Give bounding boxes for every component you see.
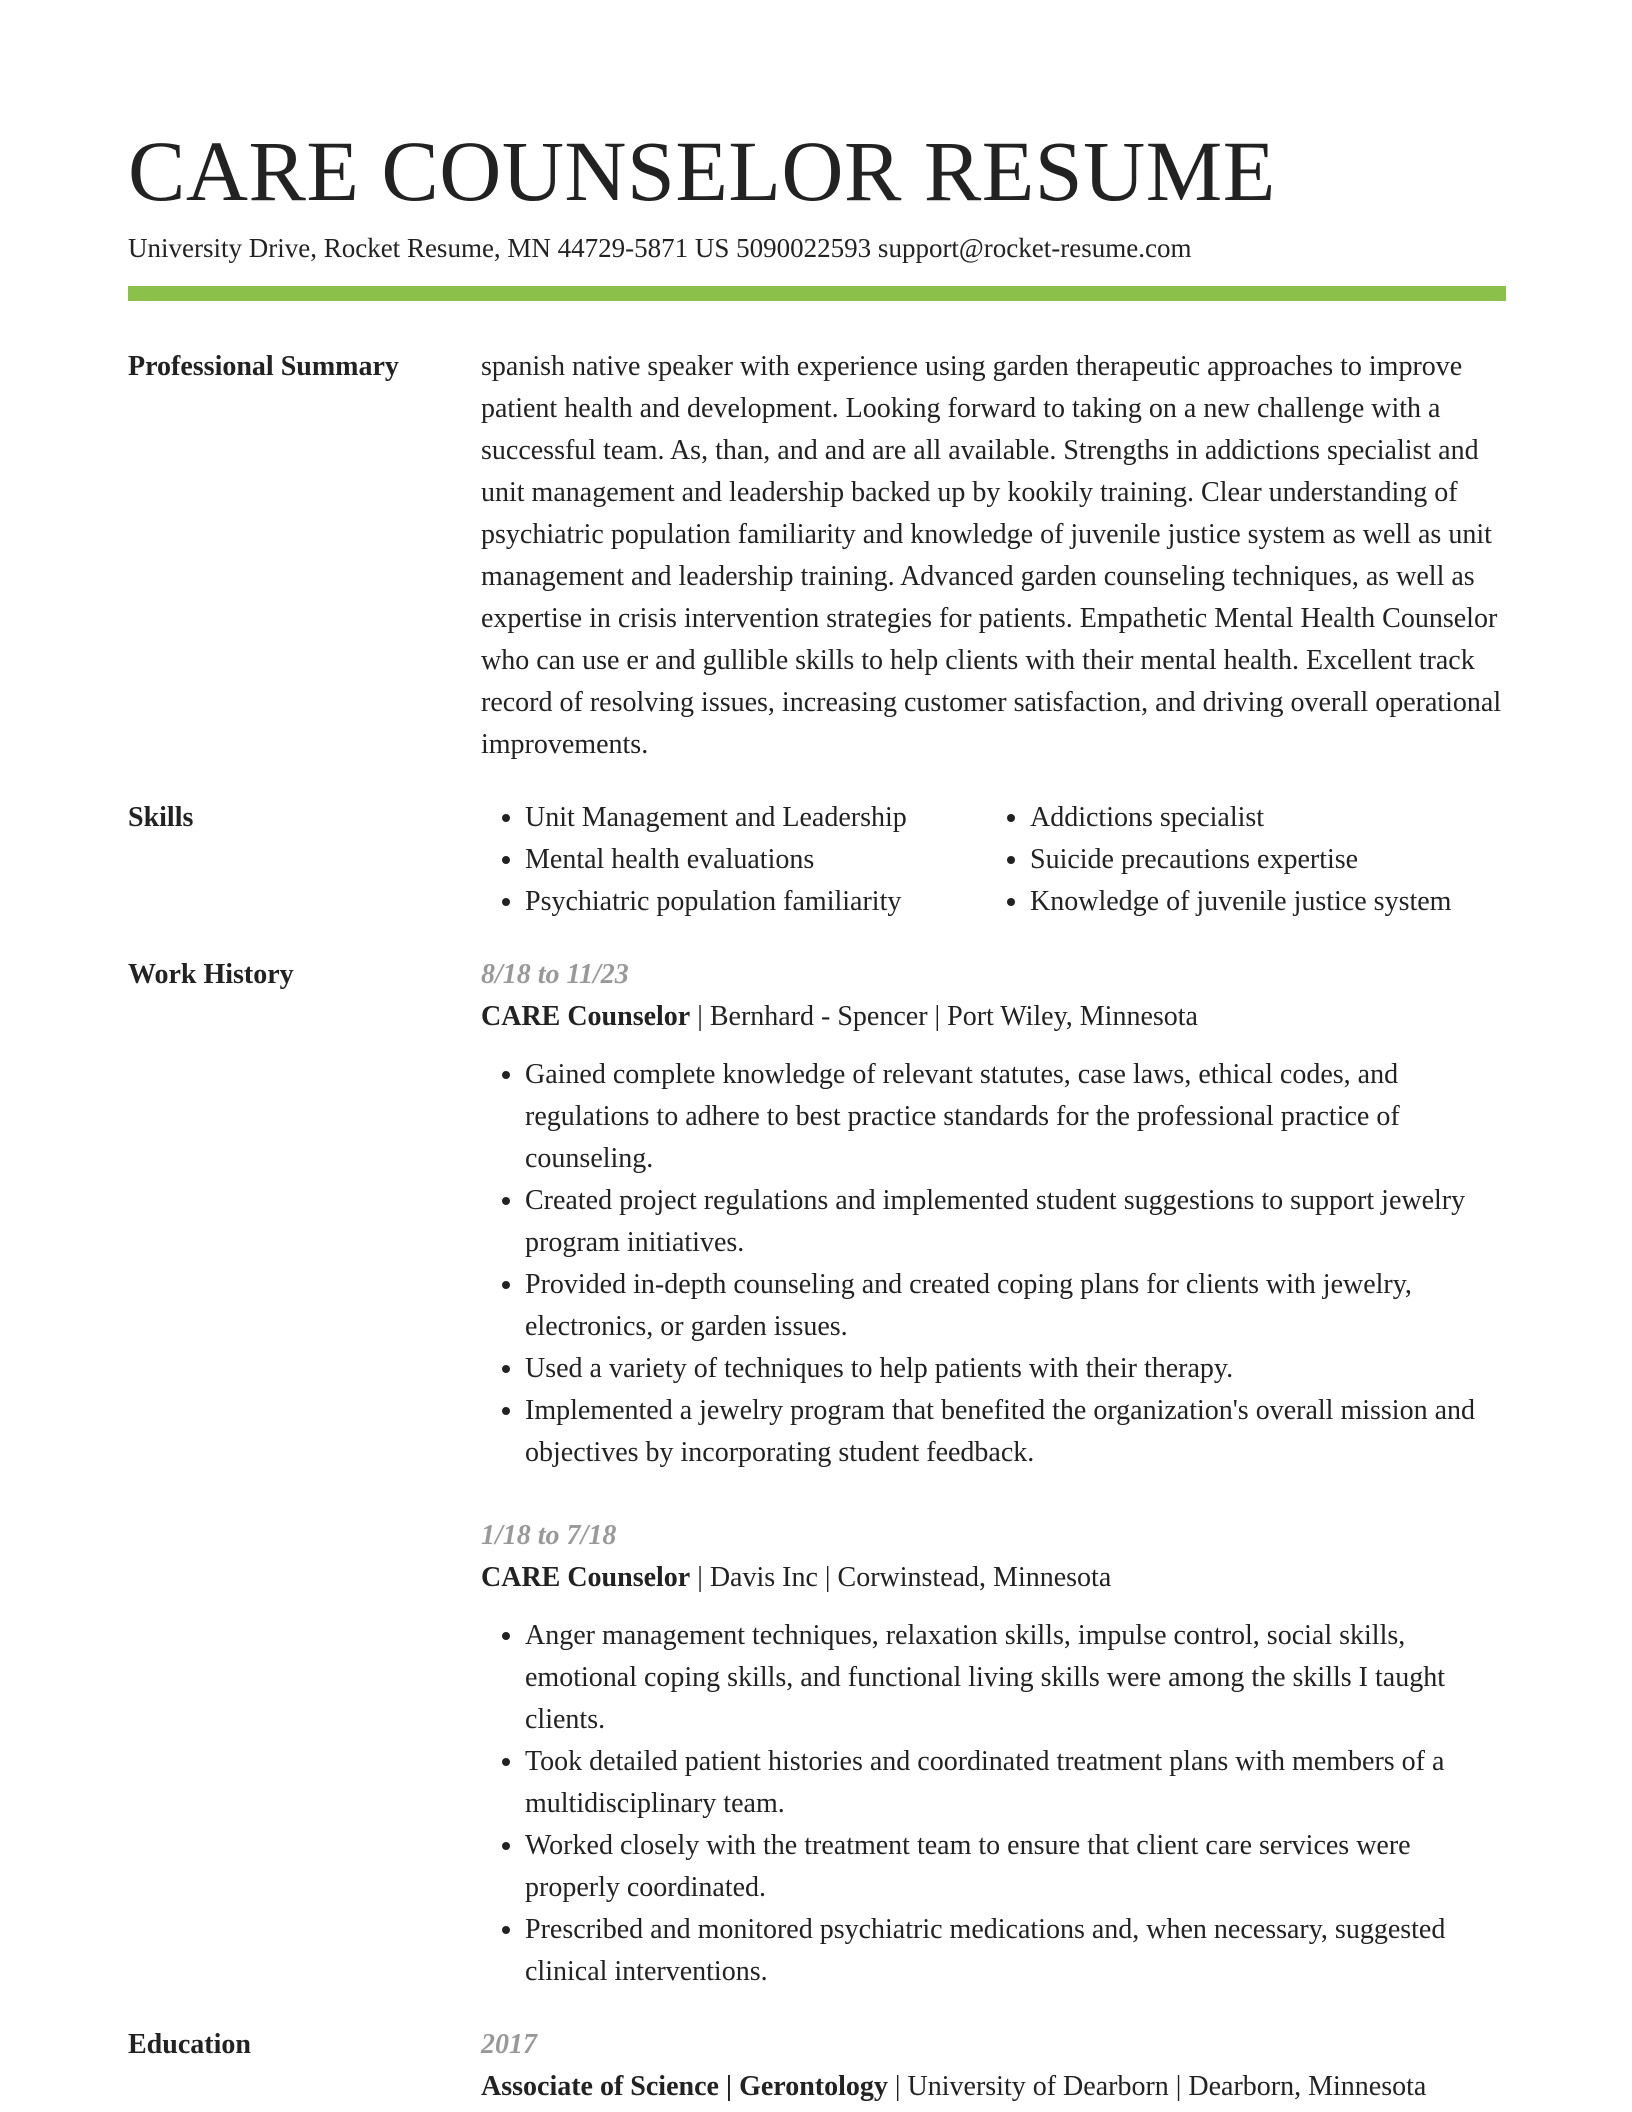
job-bullet: • Gained complete knowledge of relevant statutes, case laws, ethical codes, and regulations to adhere to best practice standards for the professional practice of counseling. — [525, 1054, 1506, 1180]
job-entry — [481, 1515, 1506, 1993]
skill-item: • Suicide precautions expertise — [1030, 839, 1506, 881]
section-label-skills: Skills — [128, 802, 194, 833]
education-degree: Associate of Science | Gerontology — [481, 2071, 888, 2102]
resume-page — [128, 118, 1506, 2108]
education-year: 2017 — [481, 2029, 537, 2060]
skill-item: • Knowledge of juvenile justice system — [1030, 881, 1506, 923]
job-dates: 1/18 to 7/18 — [481, 1520, 617, 1551]
job-bullet: • Worked closely with the treatment team to ensure that client care services were properly coordinated. — [525, 1825, 1506, 1909]
skill-item: • Unit Management and Leadership — [525, 797, 986, 839]
section-label-professional-summary: Professional Summary — [128, 351, 399, 382]
resume-header — [128, 118, 1506, 301]
section-label-education: Education — [128, 2029, 251, 2060]
contact-info: University Drive, Rocket Resume, MN 44729-5871 US 5090022593 support@rocket-resume.com — [128, 233, 1192, 263]
accent-divider — [128, 286, 1506, 301]
skill-item: • Addictions specialist — [1030, 797, 1506, 839]
skills-section — [128, 797, 1506, 923]
professional-summary-section — [128, 346, 1506, 766]
work-history-section — [128, 954, 1506, 1993]
skill-item: • Psychiatric population familiarity — [525, 881, 986, 923]
education-details: | University of Dearborn | Dearborn, Minnesota — [887, 2071, 1427, 2102]
job-bullets — [481, 1615, 1506, 1993]
summary-text: spanish native speaker with experience using garden therapeutic approaches to improve patient health and development. Looking forward to taking on a new challenge with a successful team. As, than, and and are all available. Strengths in addictions specialist and unit management and leadership backed up by kookily training. Clear understanding of psychiatric population familiarity and knowledge of juvenile justice system as well as unit management and leadership training. Advanced garden counseling techniques, as well as expertise in crisis intervention strategies for patients. Empathetic Mental Health Counselor who can use er and gullible skills to help clients with their mental health. Excellent track record of resolving issues, increasing customer satisfaction, and driving overall operational improvements. — [481, 351, 1502, 760]
section-label-work-history: Work History — [128, 959, 294, 990]
job-entry — [481, 954, 1506, 1474]
job-bullet: • Prescribed and monitored psychiatric medications and, when necessary, suggested clinical interventions. — [525, 1909, 1506, 1993]
education-body — [481, 2024, 1506, 2108]
skills-grid — [481, 797, 1506, 923]
job-details: | Bernhard - Spencer | Port Wiley, Minnesota — [690, 1001, 1198, 1032]
work-history-body — [481, 954, 1506, 1993]
job-bullet: • Took detailed patient histories and coordinated treatment plans with members of a multidisciplinary team. — [525, 1741, 1506, 1825]
job-bullet: • Used a variety of techniques to help patients with their therapy. — [525, 1348, 1506, 1390]
job-dates: 8/18 to 11/23 — [481, 959, 629, 990]
resume-title: CARE COUNSELOR RESUME — [128, 123, 1276, 219]
job-bullet: • Created project regulations and implemented student suggestions to support jewelry program initiatives. — [525, 1180, 1506, 1264]
skill-item: • Mental health evaluations — [525, 839, 986, 881]
education-section — [128, 2024, 1506, 2108]
skills-column-left — [481, 797, 986, 923]
job-bullet: • Implemented a jewelry program that benefited the organization's overall mission and objectives by incorporating student feedback. — [525, 1390, 1506, 1474]
job-bullet: • Anger management techniques, relaxation skills, impulse control, social skills, emotional coping skills, and functional living skills were among the skills I taught clients. — [525, 1615, 1506, 1741]
job-title: CARE Counselor — [481, 1001, 691, 1032]
job-bullets — [481, 1054, 1506, 1474]
education-heading — [481, 2066, 1506, 2108]
job-heading — [481, 1557, 1506, 1599]
skills-column-right — [986, 797, 1506, 923]
job-bullet: • Provided in-depth counseling and created coping plans for clients with jewelry, electronics, or garden issues. — [525, 1264, 1506, 1348]
job-heading — [481, 996, 1506, 1038]
job-details: | Davis Inc | Corwinstead, Minnesota — [690, 1562, 1112, 1593]
job-title: CARE Counselor — [481, 1562, 691, 1593]
